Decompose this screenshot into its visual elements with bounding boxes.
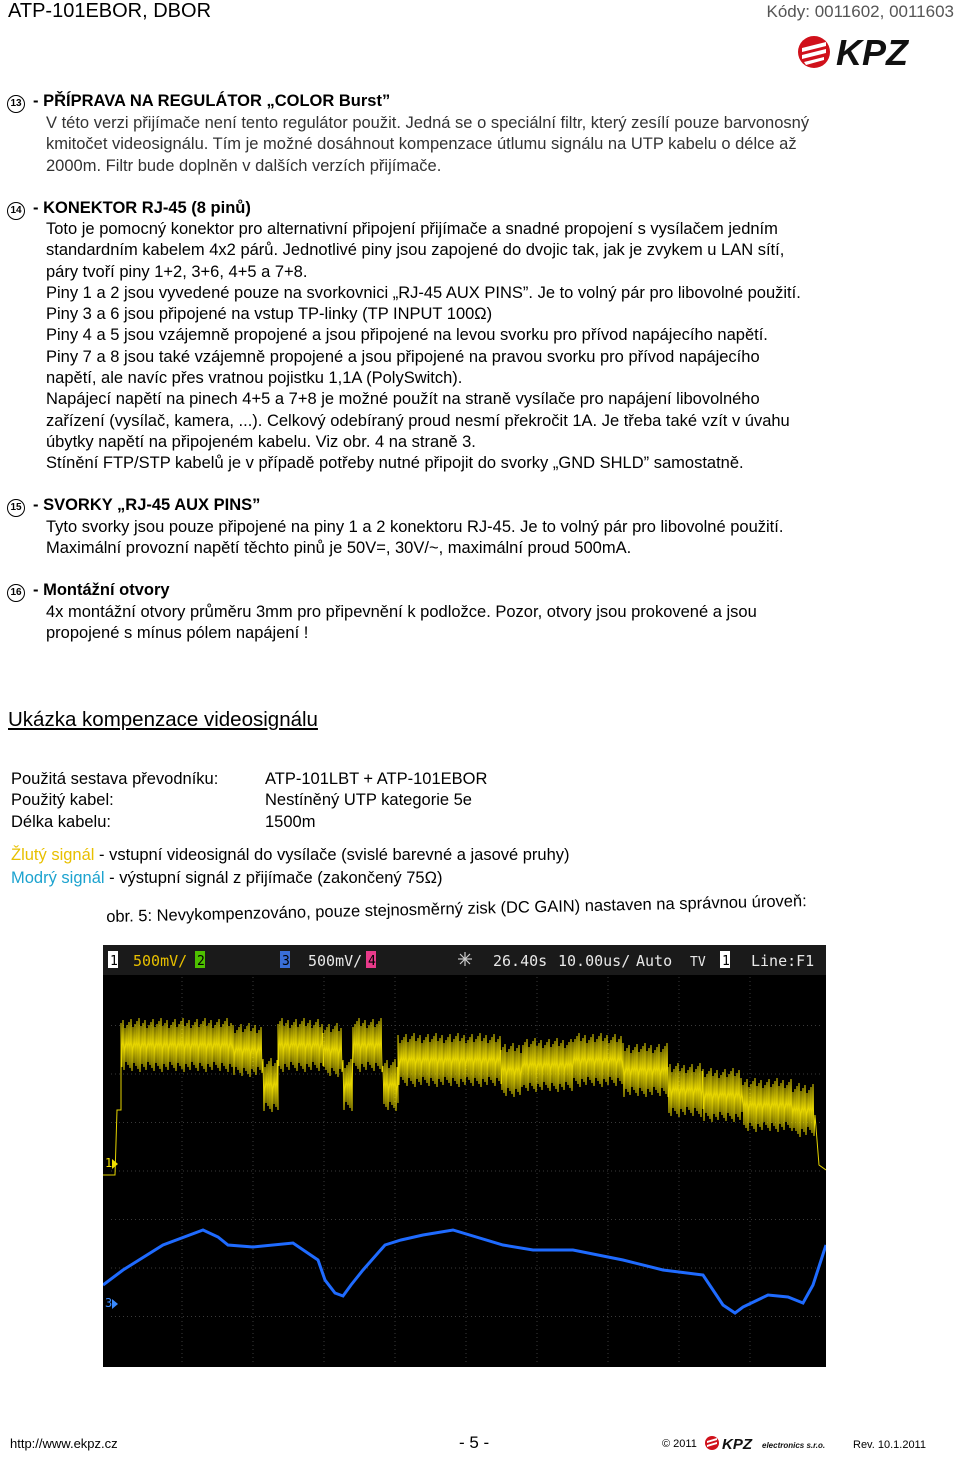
paragraph-line: napětí, ale navíc přes vratnou pojistku 1,1A (PolySwitch). <box>46 369 463 388</box>
ch4-badge: 4 <box>368 954 376 969</box>
paragraph-line: Piny 4 a 5 jsou vzájemně propojené a jsou připojené na levou svorku pro přívod napájecího napětí. <box>46 326 768 345</box>
spec-row <box>11 812 487 833</box>
footer-brand-suffix: electronics s.r.o. <box>762 1441 826 1450</box>
trigger-type: TV <box>690 955 706 970</box>
trigger-channel: 1 <box>722 954 730 969</box>
spec-value: 1500m <box>265 812 316 831</box>
spec-value: Nestíněný UTP kategorie 5e <box>265 791 472 810</box>
trigger-star-icon <box>458 952 472 966</box>
paragraph-line: Tyto svorky jsou pouze připojené na piny 1 a 2 konektoru RJ-45. Je to volný pár pro libovolné použití. <box>46 518 784 536</box>
paragraph-line: Stínění FTP/STP kabelů je v případě potřeby nutné připojit do svorky „GND SHLD” samostatně. <box>46 454 744 473</box>
section-16-title: - Montážní otvory <box>33 581 170 599</box>
demo-heading: Ukázka kompenzace videosignálu <box>8 708 318 731</box>
spec-list <box>11 769 487 833</box>
oscilloscope-screenshot <box>103 945 826 1367</box>
spec-label: Použitá sestava převodníku: <box>11 770 219 788</box>
line-readout: Line:F1 <box>751 952 815 970</box>
footer-revision: Rev. 10.1.2011 <box>853 1439 926 1451</box>
page-number: - 5 - <box>459 1433 490 1452</box>
footer-brand: KPZ <box>722 1436 752 1452</box>
paragraph-line: Piny 1 a 2 jsou vyvedené pouze na svorkovnici „RJ-45 AUX PINS”. Je to volný pár pro libovolné použití. <box>46 283 801 302</box>
spec-label: Délka kabelu: <box>11 812 111 831</box>
delay-readout: 26.40s <box>493 952 548 970</box>
section-15-body <box>46 517 926 560</box>
spec-value: ATP-101LBT + ATP-101EBOR <box>265 770 488 788</box>
footer-url[interactable]: http://www.ekpz.cz <box>10 1436 118 1451</box>
timebase-readout: 10.00us/ <box>558 952 631 970</box>
legend-blue-desc: - výstupní signál z přijímače (zakončený 75Ω) <box>104 869 443 887</box>
section-13-title: - PŘÍPRAVA NA REGULÁTOR „COLOR Burst” <box>33 92 391 110</box>
figure-caption: obr. 5: Nevykompenzováno, pouze stejnosměrný zisk (DC GAIN) nastaven na správnou úroveň: <box>106 892 807 926</box>
paragraph-line: zařízení (vysílač, kamera, ...). Celkový odebíraný proud nesmí překročit 1A. Je třeba také vzít v úvahu <box>46 411 790 430</box>
legend-blue-label: Modrý signál <box>11 869 105 887</box>
footer-copyright: © 2011 <box>662 1438 697 1450</box>
ch2-badge: 2 <box>197 954 205 969</box>
spec-row <box>11 790 487 811</box>
ch1-ground-marker: 1 <box>105 1156 113 1170</box>
ch3-ground-marker: 3 <box>105 1296 113 1310</box>
legend-yellow-label: Žlutý signál <box>11 846 95 864</box>
svg-text:KPZ: KPZ <box>836 34 908 70</box>
legend-blue <box>11 869 442 888</box>
paragraph-line: 2000m. Filtr bude doplněn v dalších verzích přijímače. <box>46 156 442 175</box>
paragraph-line: páry tvoří piny 1+2, 3+6, 4+5 a 7+8. <box>46 262 308 281</box>
paragraph-line: 4x montážní otvory průměru 3mm pro připevnění k podložce. Pozor, otvory jsou prokovené a jsou <box>46 603 757 621</box>
section-16-number: 16 <box>7 584 25 602</box>
spec-row <box>11 769 487 790</box>
ch1-scale: 500mV/ <box>133 952 188 970</box>
paragraph-line: V této verzi přijímače není tento regulátor použit. Jedná se o speciální filtr, který zesílí pouze barvonosný <box>46 114 810 132</box>
section-13-number: 13 <box>7 95 25 113</box>
section-14-body <box>46 219 926 475</box>
section-14-title: - KONEKTOR RJ-45 (8 pinů) <box>33 199 251 217</box>
spec-label: Použitý kabel: <box>11 791 114 810</box>
ch3-scale: 500mV/ <box>308 952 363 970</box>
product-codes: Kódy: 0011602, 0011603 <box>766 2 954 21</box>
footer-logo <box>704 1434 854 1457</box>
paragraph-line: Napájecí napětí na pinech 4+5 a 7+8 je možné použít na straně vysílače pro napájení libovolného <box>46 390 760 409</box>
section-14-number: 14 <box>7 202 25 220</box>
paragraph-line: propojené s mínus pólem napájení ! <box>46 624 309 643</box>
section-13-body <box>46 113 926 177</box>
legend-yellow <box>11 846 570 865</box>
legend-yellow-desc: - vstupní videosignál do vysílače (svislé barevné a jasové pruhy) <box>94 846 570 864</box>
paragraph-line: Maximální provozní napětí těchto pinů je 50V=, 30V/~, maximální proud 500mA. <box>46 539 632 558</box>
paragraph-line: standardním kabelem 4x2 párů. Jednotlivé piny jsou zapojené do dvojic tak, jak je zvykem u LAN sítí, <box>46 241 785 260</box>
paragraph-line: Piny 3 a 6 jsou připojené na vstup TP-linky (TP INPUT 100Ω) <box>46 305 493 324</box>
document-title: ATP-101EBOR, DBOR <box>8 0 212 22</box>
section-15-title: - SVORKY „RJ-45 AUX PINS” <box>33 496 261 514</box>
section-16-body <box>46 602 926 645</box>
paragraph-line: úbytky napětí na připojeném kabelu. Viz obr. 4 na straně 3. <box>46 432 476 451</box>
kpz-logo-mark <box>798 36 830 68</box>
ch1-badge: 1 <box>110 954 118 969</box>
paragraph-line: kmitočet videosignálu. Tím je možné dosáhnout kompenzace útlumu signálu na UTP kabelu o délce až <box>46 135 797 154</box>
ch3-badge: 3 <box>282 954 290 969</box>
paragraph-line: Toto je pomocný konektor pro alternativní připojení přijímače a snadné propojení s vysílačem jedním <box>46 220 778 238</box>
trigger-mode: Auto <box>636 952 673 970</box>
section-15-number: 15 <box>7 499 25 517</box>
paragraph-line: Piny 7 a 8 jsou také vzájemně propojené a jsou připojené na pravou svorku pro přívod napájecího <box>46 347 760 366</box>
kpz-logo <box>796 34 956 75</box>
